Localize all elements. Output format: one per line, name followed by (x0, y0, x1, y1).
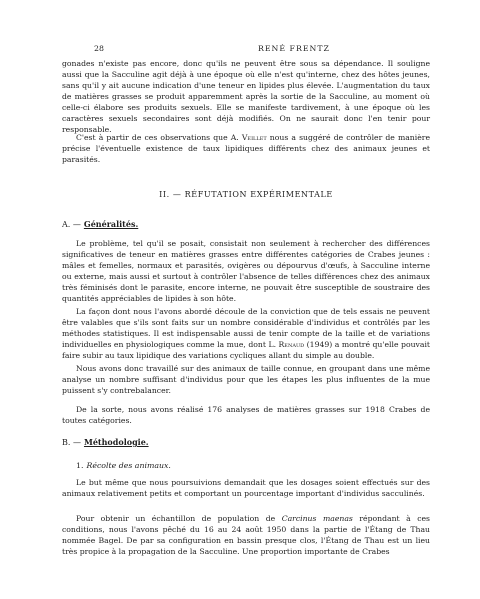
author-name: Veillet (241, 133, 267, 142)
subsection-heading-b (62, 437, 149, 447)
paragraph-text: (1949) a montré qu'elle pouvait faire subir au taux lipidique des variations cycliques allant du simple au double. (62, 340, 430, 360)
item-heading (76, 461, 171, 470)
generalites-paragraph-4: De la sorte, nous avons réalisé 176 analyses de matières grasses sur 1918 Crabes de toutes catégories. (62, 405, 430, 425)
section-title: II. — RÉFUTATION EXPÉRIMENTALE (159, 190, 333, 199)
subsection-title: Généralités. (83, 219, 139, 229)
paragraph-text: Pour obtenir un échantillon de population de (76, 514, 282, 523)
paragraph-text: répondant à ces conditions, nous l'avons pêché du 16 au 24 août 1950 dans la partie de l'Étang de Thau nommée Bagel. De par sa configuration en bassin presque clos, l'Étang de Thau est un lieu très propice à la propagation de la Sacculine. Une proportion importante de Crabes (62, 514, 431, 556)
continued-paragraph: gonades n'existe pas encore, donc qu'ils ne peuvent être sous sa dépendance. Il souligne aussi que la Sacculine agit déjà à une époque où elle n'est qu'interne, chez des hôtes jeunes, sans qu'il y ait aucune indication d'une teneur en lipides plus élevée. L'augmentation du taux de matières grasses se produit apparemment après la sortie de la Sacculine, au moment où celle-ci élabore ses produits sexuels. Elle se manifeste tardivement, à une époque où les caractères sexuels secondaires sont déjà modifiés. On ne saurait donc l'en tenir pour responsable. (62, 59, 430, 134)
methodologie-paragraph-2 (62, 513, 430, 557)
methodologie-paragraph-1: Le but même que nous poursuivions demandait que les dosages soient effectués sur des animaux relativement petits et comportant un pourcentage important d'individus sacculinés. (62, 478, 430, 498)
paragraph-text: C'est à partir de ces observations que A. (76, 133, 242, 142)
page-number: 28 (94, 44, 104, 53)
running-title: RENÉ FRENTZ (258, 44, 330, 53)
species-name: Carcinus maenas (281, 514, 353, 523)
generalites-paragraph-1: Le problème, tel qu'il se posait, consistait non seulement à rechercher des différences significatives de teneur en matières grasses entre différentes catégories de Crabes jeunes : mâles et femelles, normaux et parasités, ovigères ou dépourvus d'œufs, à Sacculine interne ou externe, mais aussi et surtout à contrôler l'absence de telles différences chez des animaux très féminisés dont le parasite, encore interne, ne pouvait être susceptible de soustraire des quantités appréciables de lipides à son hôte. (62, 239, 430, 303)
page-header (62, 44, 430, 56)
subsection-letter: A. — (62, 220, 81, 229)
subsection-letter: B. — (62, 438, 81, 447)
paragraph-text: nous a suggéré de contrôler de manière précise l'éventuelle existence de taux lipidiques différents chez des animaux jeunes et parasités. (62, 133, 430, 164)
generalites-paragraph-2 (62, 306, 430, 361)
generalites-paragraph-3: Nous avons donc travaillé sur des animaux de taille connue, en groupant dans une même analyse un nombre suffisant d'individus pour que les étapes les plus influentes de la mue puissent s'y contrebalancer. (62, 364, 430, 395)
paragraph-text: La façon dont nous l'avons abordé découle de la conviction que de tels essais ne peuvent être valables que s'ils sont faits sur un nombre considérable d'individus et contrôlés par les méthodes statistiques. Il est indispensable aussi de tenir compte de la taille et de variations individuelles en physiologiques comme la mue, dont L. (62, 307, 430, 349)
author-name: Renaud (278, 340, 305, 349)
veillet-paragraph (62, 132, 430, 165)
subsection-title: Méthodologie. (83, 437, 149, 447)
item-title: Récolte des animaux. (86, 461, 171, 470)
item-number: 1. (76, 461, 84, 470)
subsection-heading-a (62, 219, 138, 229)
